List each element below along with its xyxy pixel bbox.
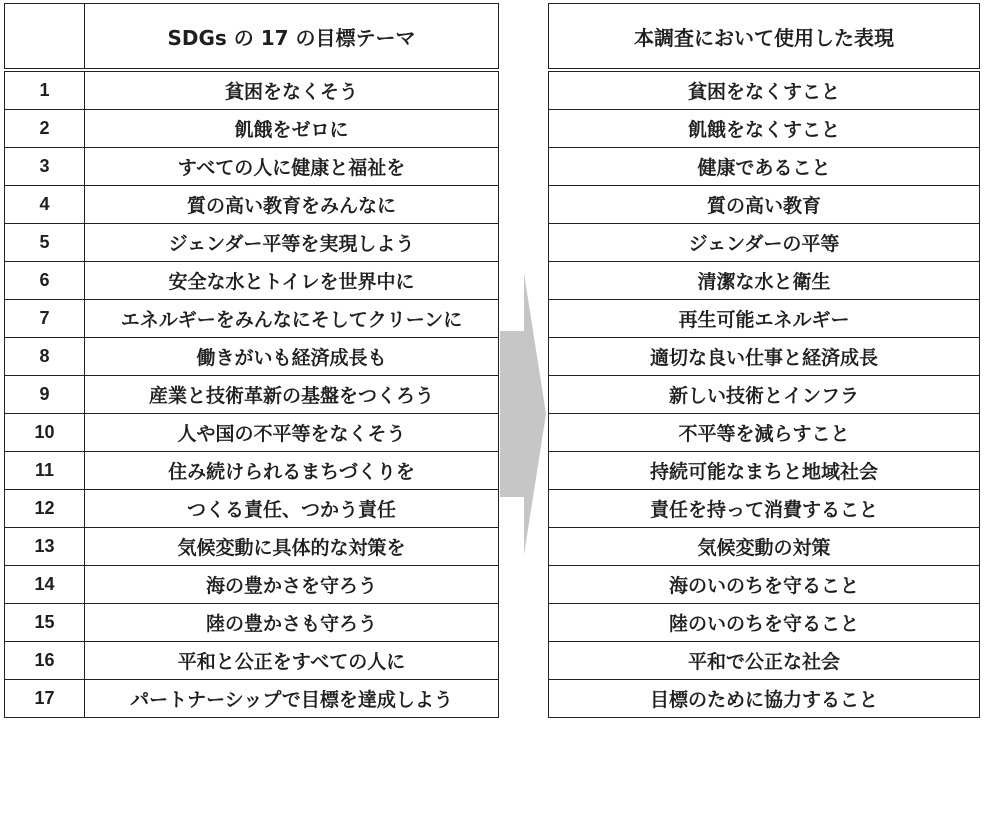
goal-number: 14 bbox=[5, 566, 85, 604]
goal-number: 4 bbox=[5, 186, 85, 224]
table-row bbox=[5, 452, 980, 490]
survey-expression: 貧困をなくすこと bbox=[549, 70, 980, 110]
goal-theme: つくる責任、つかう責任 bbox=[85, 490, 499, 528]
goal-number: 15 bbox=[5, 604, 85, 642]
goal-number: 5 bbox=[5, 224, 85, 262]
goal-theme: パートナーシップで目標を達成しよう bbox=[85, 680, 499, 718]
goal-number: 13 bbox=[5, 528, 85, 566]
sdg-comparison-table-container bbox=[4, 3, 979, 831]
arrow-gap-cell bbox=[499, 148, 549, 186]
goal-number: 7 bbox=[5, 300, 85, 338]
survey-expression: 不平等を減らすこと bbox=[549, 414, 980, 452]
survey-expression: 質の高い教育 bbox=[549, 186, 980, 224]
goal-number: 1 bbox=[5, 70, 85, 110]
survey-expression: 再生可能エネルギー bbox=[549, 300, 980, 338]
goal-theme: 飢餓をゼロに bbox=[85, 110, 499, 148]
survey-expression: 飢餓をなくすこと bbox=[549, 110, 980, 148]
table-row bbox=[5, 376, 980, 414]
table-header-row bbox=[5, 4, 980, 71]
survey-expression: 健康であること bbox=[549, 148, 980, 186]
goal-number: 12 bbox=[5, 490, 85, 528]
table-row bbox=[5, 414, 980, 452]
goal-number: 3 bbox=[5, 148, 85, 186]
right-arrow-shape bbox=[500, 273, 546, 555]
goal-theme: エネルギーをみんなにそしてクリーンに bbox=[85, 300, 499, 338]
survey-expression: 清潔な水と衛生 bbox=[549, 262, 980, 300]
expression-column-header: 本調査において使用した表現 bbox=[549, 4, 980, 71]
goal-theme: 働きがいも経済成長も bbox=[85, 338, 499, 376]
survey-expression: 新しい技術とインフラ bbox=[549, 376, 980, 414]
table-row bbox=[5, 300, 980, 338]
number-column-header bbox=[5, 4, 85, 71]
goal-theme: 住み続けられるまちづくりを bbox=[85, 452, 499, 490]
survey-expression: 海のいのちを守ること bbox=[549, 566, 980, 604]
goal-theme: 平和と公正をすべての人に bbox=[85, 642, 499, 680]
goal-number: 10 bbox=[5, 414, 85, 452]
survey-expression: 目標のために協力すること bbox=[549, 680, 980, 718]
table-row bbox=[5, 148, 980, 186]
goal-theme: 質の高い教育をみんなに bbox=[85, 186, 499, 224]
goal-column-header: SDGs の 17 の目標テーマ bbox=[85, 4, 499, 71]
arrow-gap-cell bbox=[499, 642, 549, 680]
table-row bbox=[5, 528, 980, 566]
table-row bbox=[5, 338, 980, 376]
table-row bbox=[5, 566, 980, 604]
arrow-gap-cell bbox=[499, 224, 549, 262]
goal-number: 2 bbox=[5, 110, 85, 148]
arrow-gap-cell bbox=[499, 604, 549, 642]
table-row bbox=[5, 490, 980, 528]
right-arrow-icon bbox=[500, 273, 546, 555]
goal-number: 8 bbox=[5, 338, 85, 376]
survey-expression: 平和で公正な社会 bbox=[549, 642, 980, 680]
goal-theme: 陸の豊かさも守ろう bbox=[85, 604, 499, 642]
table-row bbox=[5, 642, 980, 680]
table-row bbox=[5, 604, 980, 642]
goal-theme: ジェンダー平等を実現しよう bbox=[85, 224, 499, 262]
goal-theme: 人や国の不平等をなくそう bbox=[85, 414, 499, 452]
goal-theme: 貧困をなくそう bbox=[85, 70, 499, 110]
arrow-gap-cell bbox=[499, 680, 549, 718]
goal-number: 16 bbox=[5, 642, 85, 680]
sdg-comparison-table bbox=[4, 3, 980, 718]
goal-number: 6 bbox=[5, 262, 85, 300]
goal-theme: 気候変動に具体的な対策を bbox=[85, 528, 499, 566]
arrow-gap-cell bbox=[499, 186, 549, 224]
arrow-gap-cell bbox=[499, 70, 549, 110]
survey-expression: 陸のいのちを守ること bbox=[549, 604, 980, 642]
survey-expression: 持続可能なまちと地域社会 bbox=[549, 452, 980, 490]
goal-theme: 産業と技術革新の基盤をつくろう bbox=[85, 376, 499, 414]
goal-number: 17 bbox=[5, 680, 85, 718]
survey-expression: ジェンダーの平等 bbox=[549, 224, 980, 262]
table-row bbox=[5, 110, 980, 148]
table-row bbox=[5, 680, 980, 718]
table-body bbox=[5, 70, 980, 718]
arrow-gap-cell bbox=[499, 110, 549, 148]
table-row bbox=[5, 224, 980, 262]
survey-expression: 適切な良い仕事と経済成長 bbox=[549, 338, 980, 376]
goal-theme: 安全な水とトイレを世界中に bbox=[85, 262, 499, 300]
goal-theme: 海の豊かさを守ろう bbox=[85, 566, 499, 604]
arrow-gap-cell bbox=[499, 566, 549, 604]
arrow-gap-header bbox=[499, 4, 549, 71]
goal-number: 9 bbox=[5, 376, 85, 414]
survey-expression: 責任を持って消費すること bbox=[549, 490, 980, 528]
table-row bbox=[5, 262, 980, 300]
table-row bbox=[5, 70, 980, 110]
survey-expression: 気候変動の対策 bbox=[549, 528, 980, 566]
goal-number: 11 bbox=[5, 452, 85, 490]
goal-theme: すべての人に健康と福祉を bbox=[85, 148, 499, 186]
table-row bbox=[5, 186, 980, 224]
